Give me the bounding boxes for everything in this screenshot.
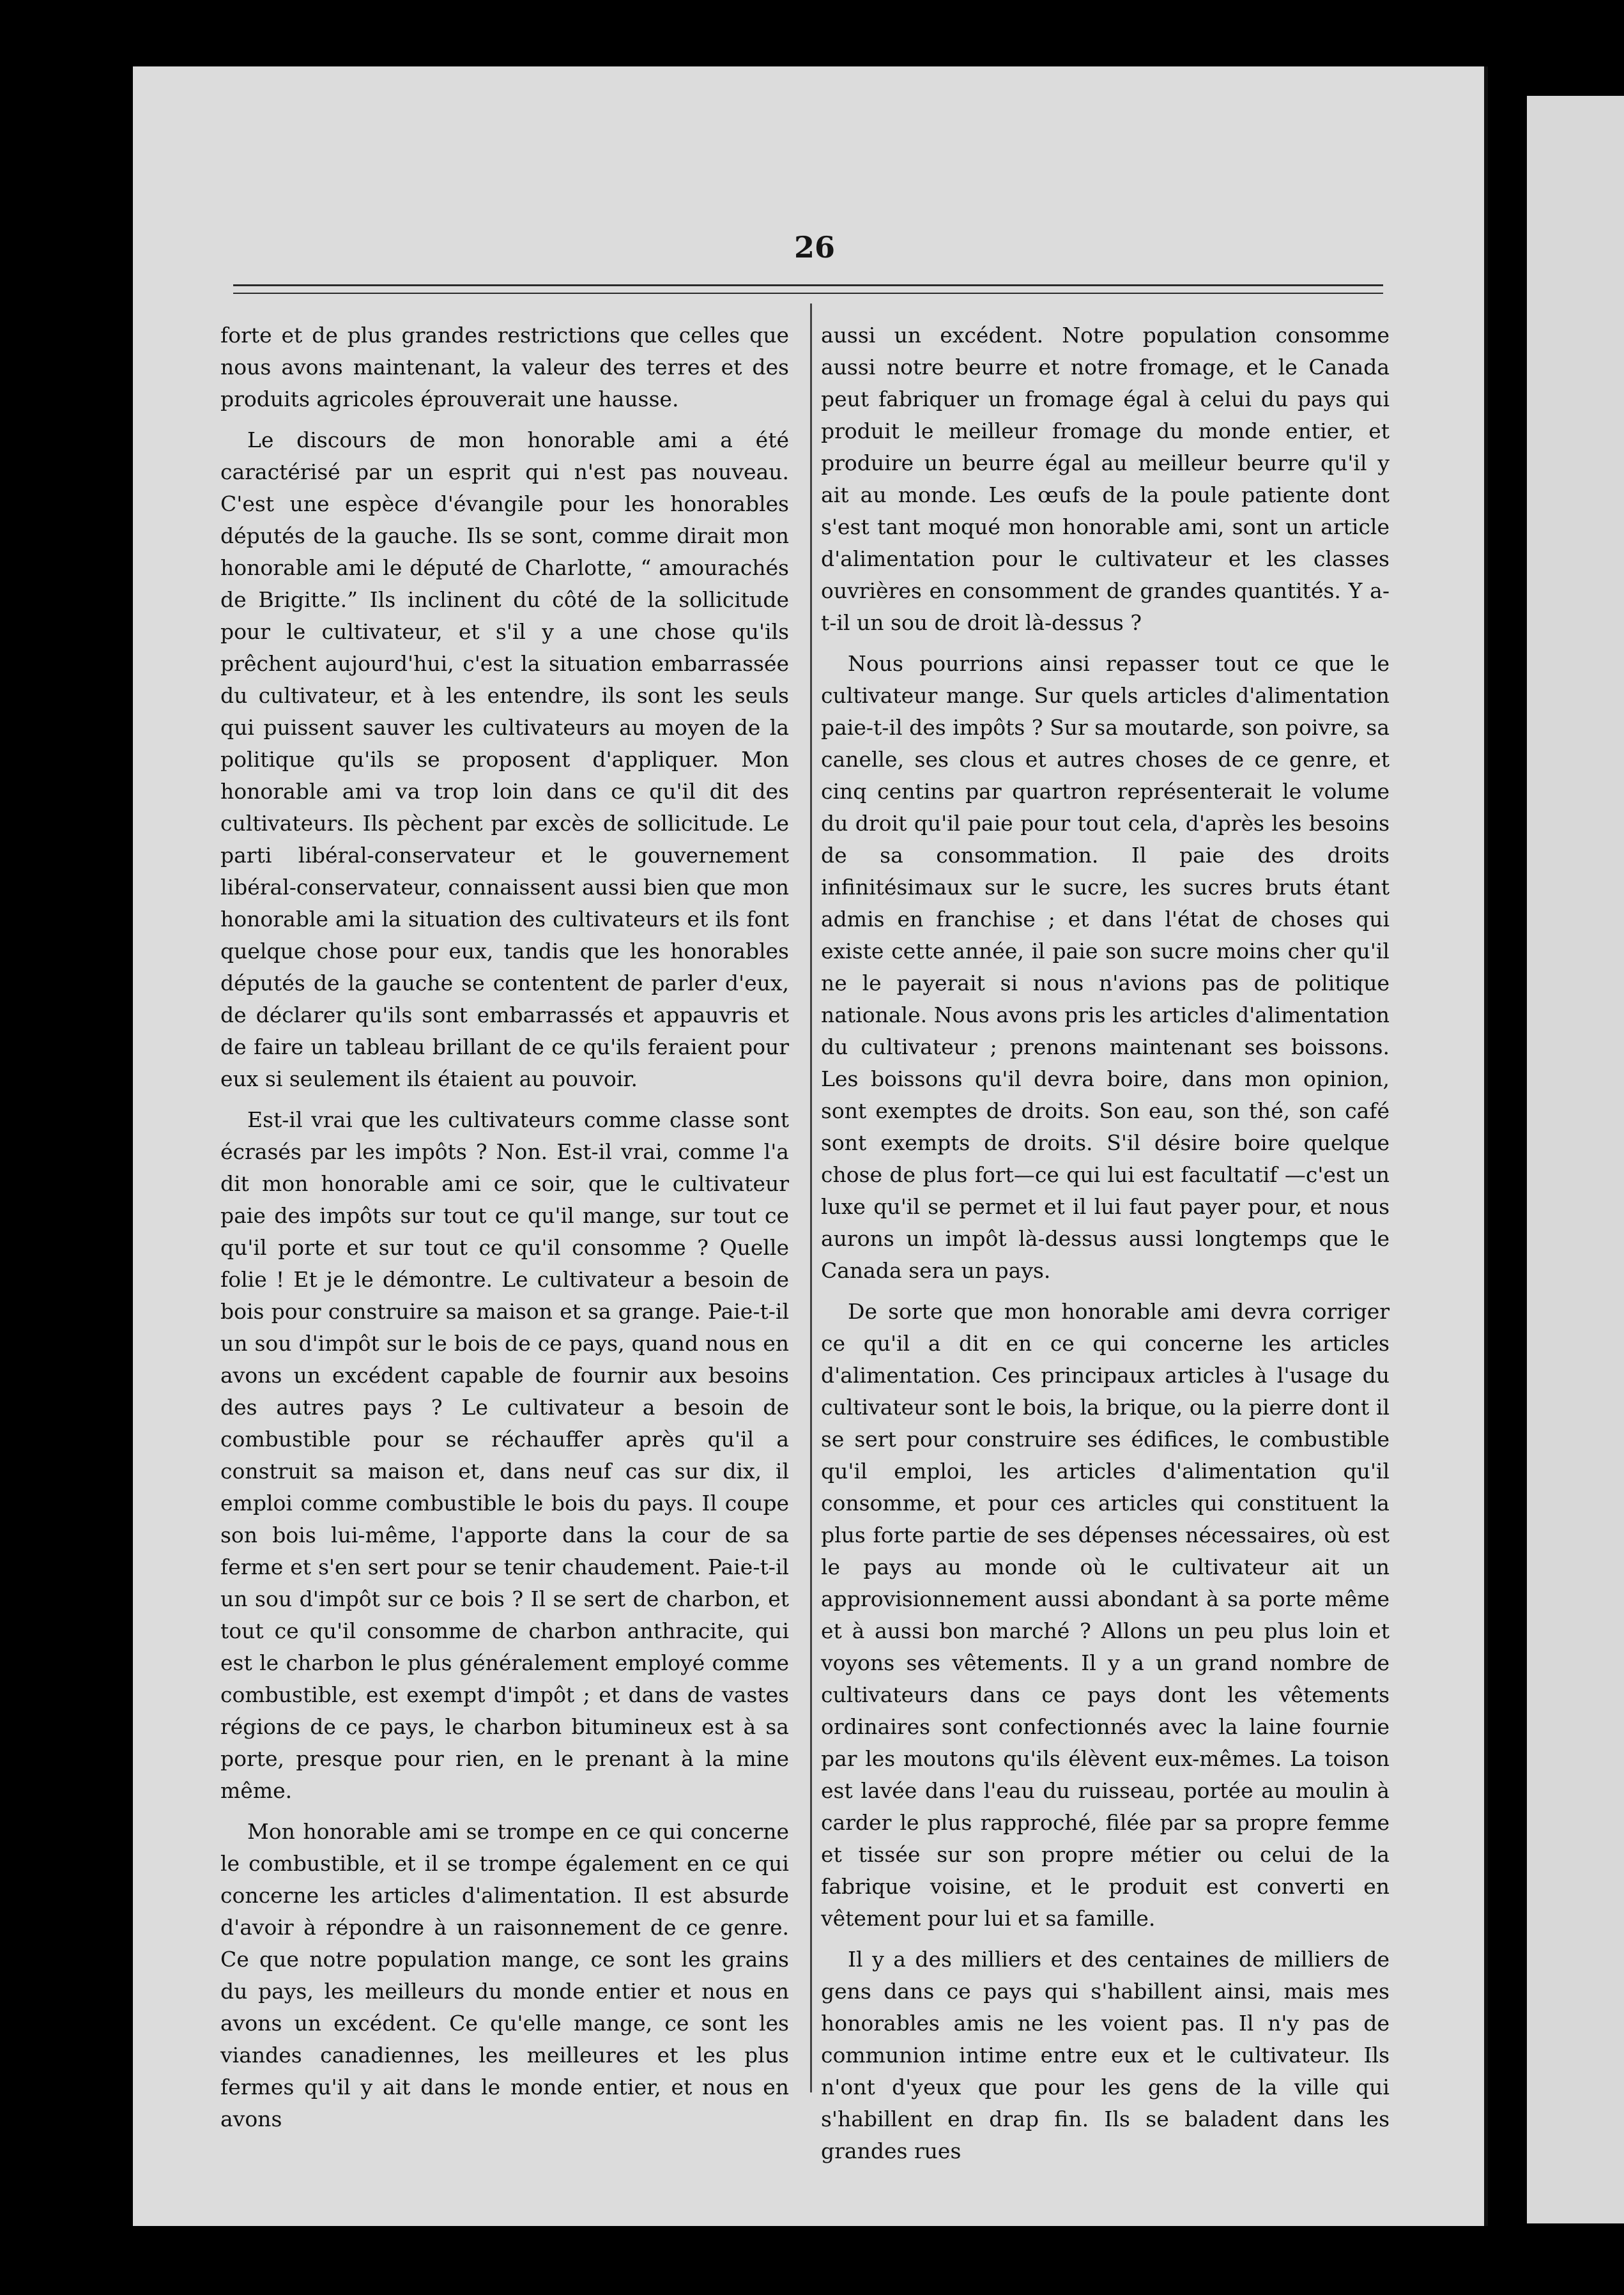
paragraph: Est-il vrai que les cultivateurs comme classe sont écrasés par les impôts ? Non. Est-il vrai, comme l'a dit mon honorable ami ce soir, que le cultivateur paie des impôts sur tout ce qu'il mange, sur tout ce qu'il porte et sur tout ce qu'il consomme ? Quelle folie ! Et je le démontre. Le cultivateur a besoin de bois pour construire sa maison et sa grange. Paie-t-il un sou d'impôt sur le bois de ce pays, quand nous en avons un excédent capable de fournir aux besoins des autres pays ? Le cultivateur a besoin de combustible pour se réchauffer après qu'il a construit sa maison et, dans neuf cas sur dix, il emploi comme combustible le bois du pays. Il coupe son bois lui-même, l'apporte dans la cour de sa ferme et s'en sert pour se tenir chaudement. Paie-t-il un sou d'impôt sur ce bois ? Il se sert de charbon, et tout ce qu'il consomme de charbon anthracite, qui est le charbon le plus généralement employé comme combustible, est exempt d'impôt ; et dans de vastes régions de ce pays, le charbon bitumineux est à sa porte, presque pour rien, en le prenant à la mine même. bbox=[220, 1107, 789, 1803]
paragraph: Mon honorable ami se trompe en ce qui concerne le combustible, et il se trompe également en ce qui concerne les articles d'alimentation. Il est absurde d'avoir à répondre à un raisonnement de ce genre. Ce que notre population mange, ce sont les grains du pays, les meilleurs du monde entier et nous en avons un excédent. Ce qu'elle mange, ce sont les viandes canadiennes, les meilleures et les plus fermes qu'il y ait dans le monde entier, et nous en avons bbox=[220, 1819, 789, 2131]
paragraph: Il y a des milliers et des centaines de milliers de gens dans ce pays qui s'habillent ainsi, mais mes honorables amis ne les voient pas. Il n'y pas de communion intime entre eux et le cultivateur. Ils n'ont d'yeux que pour les gens de la ville qui s'habillent en drap fin. Ils se baladent dans les grandes rues bbox=[821, 1947, 1390, 2163]
right-column bbox=[821, 319, 1390, 2176]
left-column bbox=[220, 319, 789, 2144]
paragraph: De sorte que mon honorable ami devra corriger ce qu'il a dit en ce qui concerne les articles d'alimentation. Ces principaux articles à l'usage du cultivateur sont le bois, la brique, ou la pierre dont il se sert pour construire ses édifices, le combustible qu'il emploi, les articles d'alimentation qu'il consomme, et pour ces articles qui constituent la plus forte partie de ses dépenses nécessaires, où est le pays au monde où le cultivateur ait un approvisionnement aussi abondant à sa porte même et à aussi bon marché ? Allons un peu plus loin et voyons ses vêtements. Il y a un grand nombre de cultivateurs dans ce pays dont les vêtements ordinaires sont confectionnés avec la laine fournie par les moutons qu'ils élèvent eux-mêmes. La toison est lavée dans l'eau du ruisseau, portée au moulin à carder le plus rapproché, filée par sa propre femme et tissée sur son propre métier ou celui de la fabrique voisine, et le produit est converti en vêtement pour lui et sa famille. bbox=[821, 1299, 1390, 1931]
header-rule-thin bbox=[233, 293, 1383, 294]
adjacent-page-edge bbox=[1527, 96, 1624, 2223]
paragraph: Nous pourrions ainsi repasser tout ce que le cultivateur mange. Sur quels articles d'alimentation paie-t-il des impôts ? Sur sa moutarde, son poivre, sa canelle, ses clous et autres choses de ce genre, et cinq centins par quartron représenterait le volume du droit qu'il paie pour tout cela, d'après les besoins de sa consommation. Il paie des droits infinitésimaux sur le sucre, les sucres bruts étant admis en franchise ; et dans l'état de choses qui existe cette année, il paie son sucre moins cher qu'il ne le payerait si nous n'avions pas de politique nationale. Nous avons pris les articles d'alimentation du cultivateur ; prenons maintenant ses boissons. Les boissons qu'il devra boire, dans mon opinion, sont exemptes de droits. Son eau, son thé, son café sont exempts de droits. S'il désire boire quelque chose de plus fort—ce qui lui est facultatif —c'est un luxe qu'il se permet et il lui faut payer pour, et nous aurons un impôt là-dessus aussi longtemps que le Canada sera un pays. bbox=[821, 651, 1390, 1283]
paragraph: Le discours de mon honorable ami a été caractérisé par un esprit qui n'est pas nouveau. C'est une espèce d'évangile pour les honorables députés de la gauche. Ils se sont, comme dirait mon honorable ami le député de Charlotte, “ amourachés de Brigitte.” Ils inclinent du côté de la sollicitude pour le cultivateur, et s'il y a une chose qu'ils prêchent aujourd'hui, c'est la situation embarrassée du cultivateur, et à les entendre, ils sont les seuls qui puissent sauver les cultivateurs au moyen de la politique qu'ils se proposent d'appliquer. Mon honorable ami va trop loin dans ce qu'il dit des cultivateurs. Ils pèchent par excès de sollicitude. Le parti libéral-conservateur et le gouvernement libéral-conservateur, connaissent aussi bien que mon honorable ami la situation des cultivateurs et ils font quelque chose pour eux, tandis que les honorables députés de la gauche se contentent de parler d'eux, de déclarer qu'ils sont embarrassés et appauvris et de faire un tableau brillant de ce qu'ils feraient pour eux si seulement ils étaient au pouvoir. bbox=[220, 427, 789, 1091]
paragraph: aussi un excédent. Notre population consomme aussi notre beurre et notre fromage, et le Canada peut fabriquer un fromage égal à celui du pays qui produit le meilleur fromage du monde entier, et produire un beurre égal au meilleur beurre qu'il y ait au monde. Les œufs de la poule patiente dont s'est tant moqué mon honorable ami, sont un article d'alimentation pour le cultivateur et les classes ouvrières en consomment de grandes quantités. Y a-t-il un sou de droit là-dessus ? bbox=[821, 323, 1390, 635]
page-number: 26 bbox=[793, 230, 835, 265]
header-rule bbox=[233, 284, 1383, 286]
column-divider bbox=[810, 303, 812, 2092]
paragraph: forte et de plus grandes restrictions que celles que nous avons maintenant, la valeur des terres et des produits agricoles éprouverait une hausse. bbox=[220, 323, 789, 411]
